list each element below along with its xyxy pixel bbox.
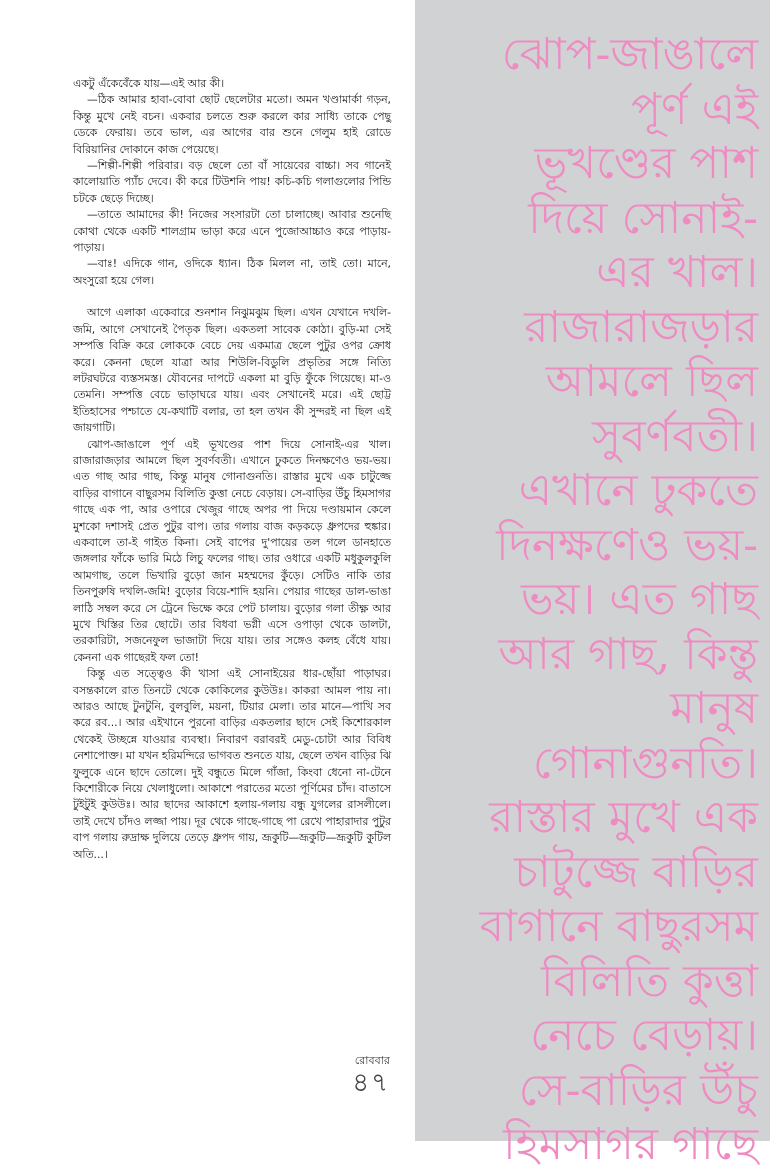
pull-quote-line: বাগানে বাছুরসম [479, 901, 758, 952]
body-paragraph: —ঠিক আমার হাবা-বোবা ছোট ছেলেটার মতো। অমন খণ্ডামার্কা গড়ন, কিন্তু মুখে নেই বচন। একবার চলতে শুরু করলে কার সাধ্যি তাকে পেছু ডেকে ফেরায়। তবে ভাল, এর আগের বার শুনে গেলুম হাই রোডে বিরিয়ানির দোকানে কাজ পেয়েছে। [73, 93, 391, 156]
pull-quote-line: ভূখণ্ডের পাশ [534, 138, 758, 189]
pull-quote-line: এর খাল। [596, 247, 758, 298]
body-paragraph: —শিল্পী-শিল্পী পরিবার। বড় ছেলে তো বাঁ সায়েবের বাচ্চা। সব গানেই কালোয়াতি প্যাঁচ দেবে। কী করে টিউশনি পায়! কচি-কচি গলাগুলোর পিন্ডি চটকে ছেড়ে দিচ্ছে। [73, 159, 391, 205]
pull-quote-line: দিনক্ষণেও ভয়- [496, 519, 758, 571]
pull-quote-line: মানুষ [670, 683, 758, 734]
pull-quote-line: পূর্ণ এই [631, 83, 758, 135]
body-paragraph: কিন্তু এত সত্ত্বেও কী খাসা এই সোনাইয়ের ধার-ছোঁয়া পাড়াঘর। বসন্তকালে রাত তিনটে থেকে কোকিলের কুউউঃ। কাকরা আমল পায় না। আরও আছে টুনটুনি, বুলবুলি, ময়না, টিয়ার মেলা। তার মানে—পাখি সব করে রব...। আর এইখানে পুরনো বাড়ির একতলার ছাদে সেই কিশোরকাল থেকেই উচ্ছন্নে যাওয়ার ব্যবস্থা। নিবারণ বরাবরই মেডু-চোটা আর বিবিধ নেশাপোক্ত। মা যখন হরিমন্দিরে ভাগবত শুনতে যায়, ছেলে তখন বাড়ির ঝি ফুলুকে এনে ছাদে তোলে। দুই বন্ধুতে মিলে গাঁজা, কিংবা ধেনো না-টেনে কিশোরীকে নিয়ে খেলাধুলো। আকাশে পরাতের মতো পূর্ণিমের চাঁদ। বাতাসে টুইটুই কুউউঃ। আর ছাদের আকাশে হলায়-গলায় বন্ধু যুগলের রাসলীলে। তাই দেখে চাঁদও লজ্জা পায়। দূর থেকে গাছে-গাছে পা রেখে পাহারাদার পুটুর বাপ গলায় রুদ্রাক্ষ দুলিয়ে তেড়ে ধ্রুপদ গায়, ভ্রূকুটি—ভ্রূকুটি—ভ্রূকুটি কুটিল অতি...। [73, 667, 391, 861]
body-paragraph: ঝোপ-জাঙালে পূর্ণ এই ভূখণ্ডের পাশ দিয়ে সোনাই-এর খাল। রাজারাজড়ার আমলে ছিল সুবর্ণবতী। এখানে ঢুকতে দিনক্ষণেও ভয়-ভয়। এত গাছ আর গাছ, কিন্তু মানুষ গোনাগুনতি। রাস্তার মুখে এক চাটুজ্জে বাড়ির বাগানে বাছুরসম বিলিতি কুত্তা নেচে বেড়ায়। সে-বাড়ির উঁচু হিমসাগর গাছে এক পা, আর ওপারে খেজুর গাছে অপর পা দিয়ে দণ্ডায়মান কেলে মুশকো দশাসই প্রেত পুটুর বাপ। তার গলায় বাজ কড়কড়ে ধ্রুপদের হুঙ্কার। একবালে তা-ই গাইত কিনা। সেই বাপের দু'পায়ের তল গলে ডানহাতে জঙ্গলার ফাঁকে ভারি মিঠে লিচু ফলের গাছ। তার ওধারে একটি মধুকুলকুলি আমগাছ, তলে ভিখারি বুড়ো জান মহম্মদের কুঁড়ে। সেটিও নাকি তার তিনপুরুষি দখলি-জমি! বুড়োর বিয়ে-শাদি হয়নি। পেয়ার গাছের ডাল-ভাঙা লাঠি সম্বল করে সে ট্রেনে ভিক্ষে করে পেট চালায়। বুড়োর গলা তীক্ষ্ণ আর মুখে খিস্তির তির ছোটে। তার বিধবা ভগ্নী এসে ওপাড়া থেকে ডালটা, তরকারিটা, সজনেফুল ভাজাটা দিয়ে যায়। তার সঙ্গেও কলহ বেঁধে যায়। কেননা এক গাছেরই ফল তো! [73, 437, 391, 664]
page-number: ৪৭ [352, 1068, 390, 1098]
pull-quote-line: দিয়ে সোনাই- [528, 192, 758, 244]
pull-quote-line: চাটুজ্জে বাড়ির [514, 846, 758, 898]
pull-quote-line: ভয়। এত গাছ [520, 574, 758, 625]
pull-quote-line: নেচে বেড়ায়। [530, 1010, 758, 1061]
pull-quote-line: আমলে ছিল [545, 356, 758, 407]
pull-quote-line: বিলিতি কুত্তা [540, 955, 758, 1007]
article-body [73, 76, 391, 863]
pull-quote-line: হিমসাগর গাছে [503, 1119, 758, 1170]
pull-quote-panel [415, 0, 770, 1170]
pull-quote [431, 28, 758, 1173]
body-paragraph: একটু এঁকেবেঁকে যায়—এই আর কী। [73, 77, 225, 90]
body-paragraph: —বাঃ! এদিকে গান, ওদিকে ধ্যান। ঠিক মিলল না, তাই তো। মানে, অংসুরো হয়ে গেল। [73, 257, 391, 287]
page-footer [318, 1054, 390, 1098]
pull-quote-line: এখানে ঢুকতে [518, 465, 758, 516]
pull-quote-line: ঝোপ-জাঙালে [501, 29, 758, 80]
pull-quote-line: গোনাগুনতি। [532, 737, 758, 789]
pull-quote-line: রাস্তার মুখে এক [489, 792, 758, 843]
pull-quote-line: আর গাছ, কিন্তু [498, 628, 758, 680]
body-paragraph: আগে এলাকা একেবারে শুনশান নিঝুমঝুম ছিল। এখন যেখানে দখলি-জমি, আগে সেখানেই পৈতৃক ছিল। একতলা সাবেক কোঠা। বুড়ি-মা সেই সম্পত্তি বিক্রি করে লোককে বেচে দেয় একমাত্র ছেলে পুটুর ওপর ক্রোধ করে। কেননা ছেলে যাত্রা আর শিউলি-বিডুলি প্রভৃতির সঙ্গে নিত্যি লটরঘটরে ব্যস্তসমস্ত। যৌবনের দাপটে একলা মা বুড়ি ফুঁকে গিয়েছে। মা-ও তেমনি। সম্পত্তি বেচে ভাড়াঘরে যায়। এবং সেখানেই মরে। এই ছোট্ট ইতিহাসের পশ্চাতে যে-কথাটি বলার, তা হল তখন কী সুন্দরই না ছিল এই জায়গাটি। [73, 306, 391, 435]
body-paragraph: —তাতে আমাদের কী! নিজের সংসারটা তো চালাচ্ছে। আবার শুনেছি কোথা থেকে একটি শালগ্রাম ভাড়া করে এনে পুজোআচ্চাও করে পাড়ায়-পাড়ায়। [73, 208, 391, 255]
pull-quote-line: সে-বাড়ির উঁচু [518, 1064, 758, 1116]
pull-quote-line: সুবর্ণবতী। [592, 410, 758, 462]
magazine-name: রোববার [354, 1054, 390, 1067]
pull-quote-line: রাজারাজড়ার [524, 301, 758, 353]
